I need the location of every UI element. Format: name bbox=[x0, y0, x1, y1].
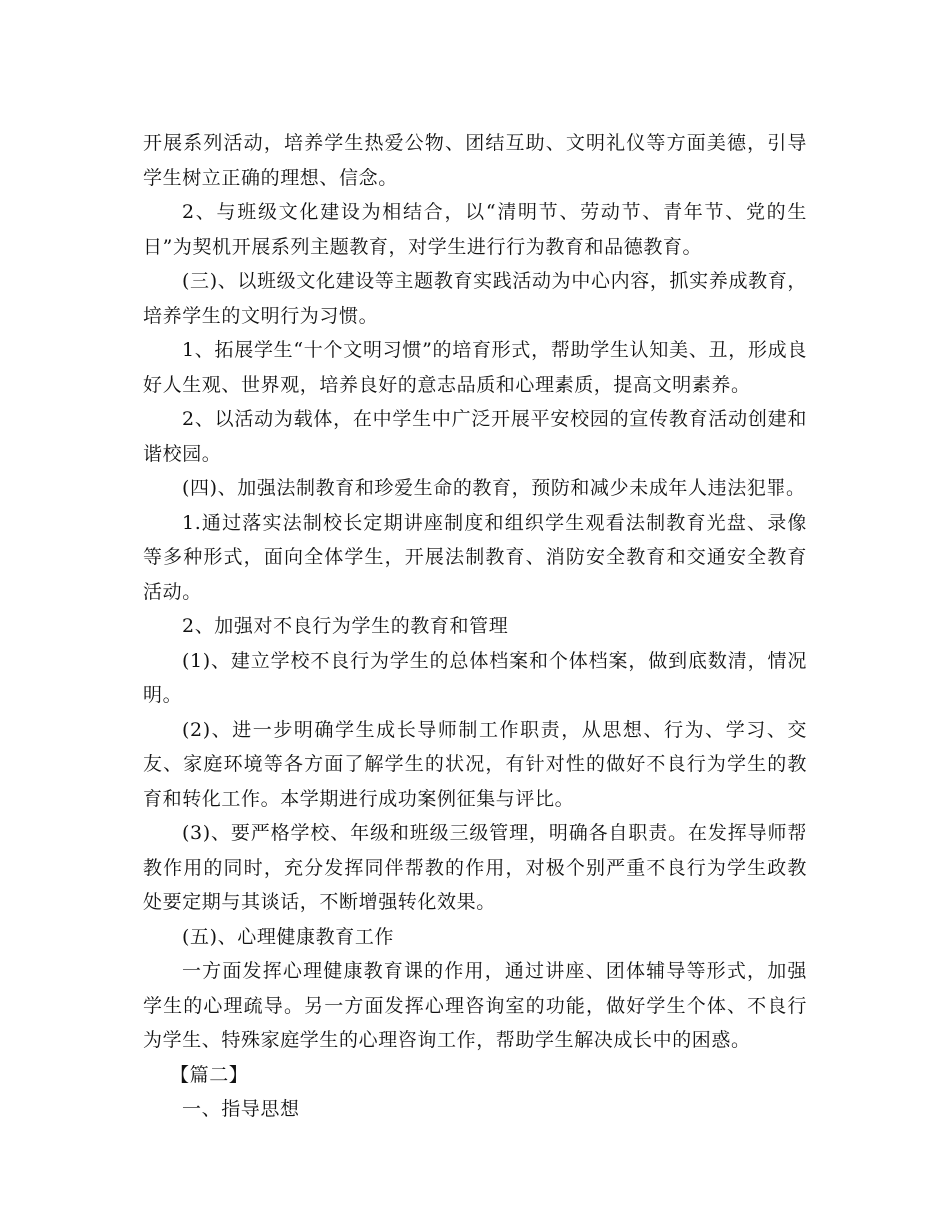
paragraph-continuation: 开展系列活动，培养学生热爱公物、团结互助、文明礼仪等方面美德，引导学生树立正确的理想、信念。 bbox=[143, 132, 807, 189]
chapter-heading: 【篇二】 bbox=[170, 1063, 249, 1086]
paragraph-item-1: (1)、建立学校不良行为学生的总体档案和个体档案，做到底数清，情况明。 bbox=[143, 649, 807, 706]
paragraph-mental-health: 一方面发挥心理健康教育课的作用，通过讲座、团体辅导等形式，加强学生的心理疏导。另一方面发挥心理咨询室的功能，做好学生个体、不良行为学生、特殊家庭学生的心理咨询工作，帮助学生解决成长中的困惑。 bbox=[143, 960, 807, 1051]
paragraph-safe-campus: 2、以活动为载体，在中学生中广泛开展平安校园的宣传教育活动创建和谐校园。 bbox=[143, 408, 807, 465]
paragraph-item-3: (3)、要严格学校、年级和班级三级管理，明确各自职责。在发挥导师帮教作用的同时，充分发挥同伴帮教的作用，对极个别严重不良行为学生政教处要定期与其谈话，不断增强转化效果。 bbox=[143, 822, 807, 913]
section-heading-3: (三)、以班级文化建设等主题教育实践活动为中心内容，抓实养成教育，培养学生的文明行为习惯。 bbox=[143, 270, 807, 327]
paragraph-item-2: (2)、进一步明确学生成长导师制工作职责，从思想、行为、学习、交友、家庭环境等各方面了解学生的状况，有针对性的做好不良行为学生的教育和转化工作。本学期进行成功案例征集与评比。 bbox=[143, 718, 807, 810]
document-body bbox=[143, 126, 807, 1127]
section-heading-4: (四)、加强法制教育和珍爱生命的教育，预防和减少未成年人违法犯罪。 bbox=[182, 477, 806, 499]
paragraph-legal-education: 1.通过落实法制校长定期讲座制度和组织学生观看法制教育光盘、录像等多种形式，面向全体学生，开展法制教育、消防安全教育和交通安全教育活动。 bbox=[143, 511, 807, 603]
paragraph-civilized-habits: 1、拓展学生“十个文明习惯”的培育形式，帮助学生认知美、丑，形成良好人生观、世界观，培养良好的意志品质和心理素质，提高文明素养。 bbox=[143, 339, 807, 396]
section-heading-5: (五)、心理健康教育工作 bbox=[182, 925, 395, 948]
paragraph-bad-behavior-management: 2、加强对不良行为学生的教育和管理 bbox=[182, 615, 509, 637]
section-heading-guiding-ideology: 一、指导思想 bbox=[182, 1098, 300, 1120]
paragraph-class-culture-festivals: 2、与班级文化建设为相结合，以“清明节、劳动节、青年节、党的生日”为契机开展系列主题教育，对学生进行行为教育和品德教育。 bbox=[143, 201, 807, 258]
